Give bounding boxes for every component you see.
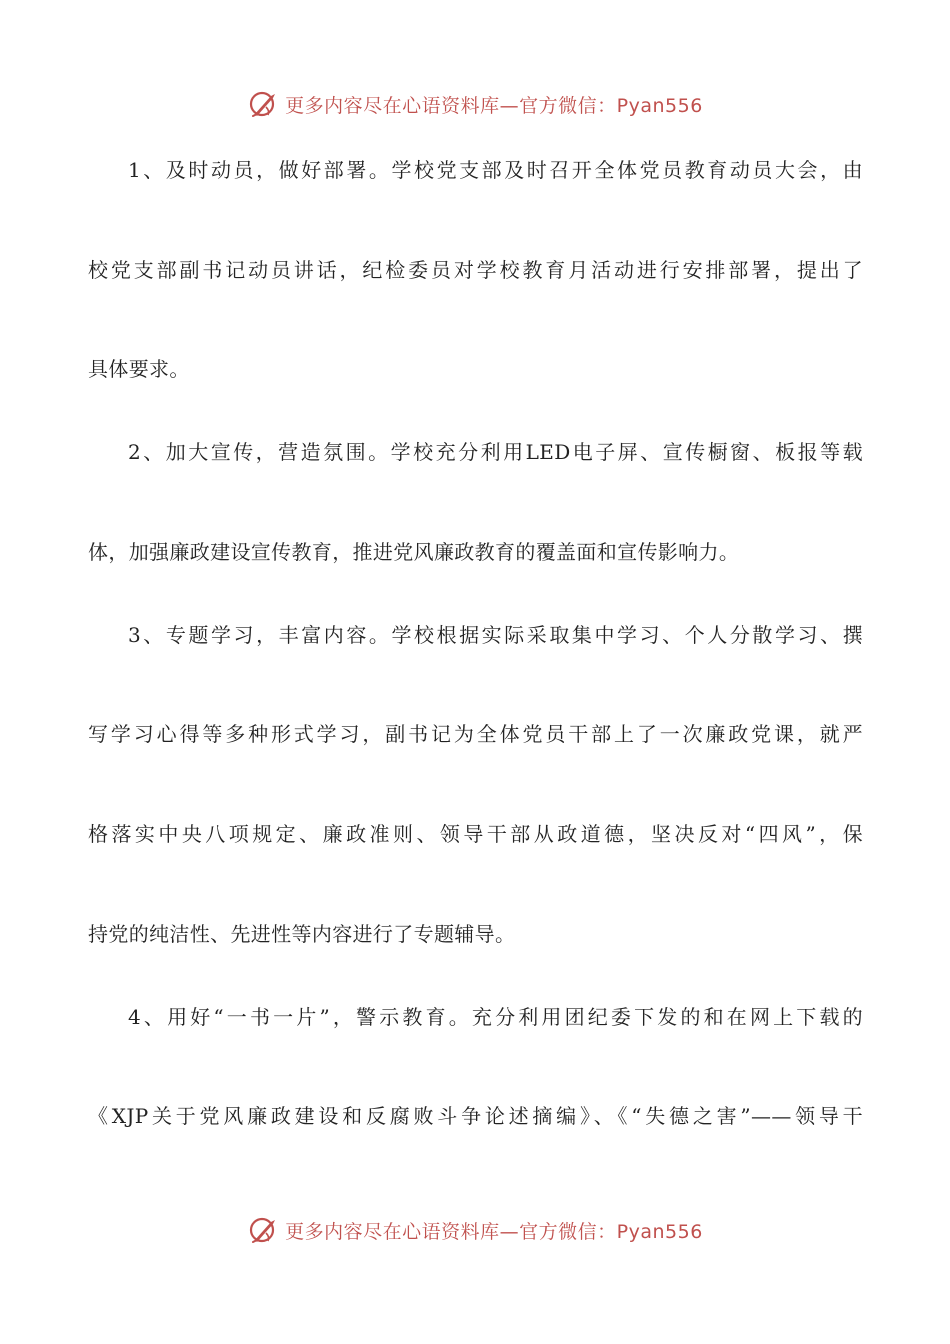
paragraph-3-line-1: 3、专题学习，丰富内容。学校根据实际采取集中学习、个人分散学习、撰 (128, 623, 863, 647)
paragraph-1-line-1: 1、及时动员，做好部署。学校党支部及时召开全体党员教育动员大会，由 (128, 158, 863, 182)
paragraph-4-line-1: 4、用好“一书一片”，警示教育。充分利用团纪委下发的和在网上下载的 (128, 1005, 863, 1029)
footer-banner (0, 1210, 950, 1250)
pen-nib-logo-icon (247, 1213, 281, 1247)
paragraph-3-line-2: 写学习心得等多种形式学习，副书记为全体党员干部上了一次廉政党课，就严 (88, 722, 863, 746)
footer-banner-text: 更多内容尽在心语资料库—官方微信：Pyan556 (285, 1220, 703, 1243)
header-banner-text: 更多内容尽在心语资料库—官方微信：Pyan556 (285, 94, 703, 117)
paragraph-3-line-3: 格落实中央八项规定、廉政准则、领导干部从政道德，坚决反对“四风”，保 (88, 822, 863, 846)
paragraph-1-line-2: 校党支部副书记动员讲话，纪检委员对学校教育月活动进行安排部署，提出了 (88, 258, 863, 282)
paragraph-3-line-4: 持党的纯洁性、先进性等内容进行了专题辅导。 (88, 922, 516, 946)
paragraph-2-line-2: 体，加强廉政建设宣传教育，推进党风廉政教育的覆盖面和宣传影响力。 (88, 540, 740, 564)
header-banner (0, 84, 950, 124)
paragraph-1-line-3: 具体要求。 (88, 357, 190, 381)
paragraph-2-line-1: 2、加大宣传，营造氛围。学校充分利用LED电子屏、宣传橱窗、板报等载 (128, 440, 863, 464)
pen-nib-logo-icon (247, 87, 281, 121)
paragraph-4-line-2: 《XJP关于党风廉政建设和反腐败斗争论述摘编》、《“失德之害”——领导干 (88, 1104, 863, 1128)
